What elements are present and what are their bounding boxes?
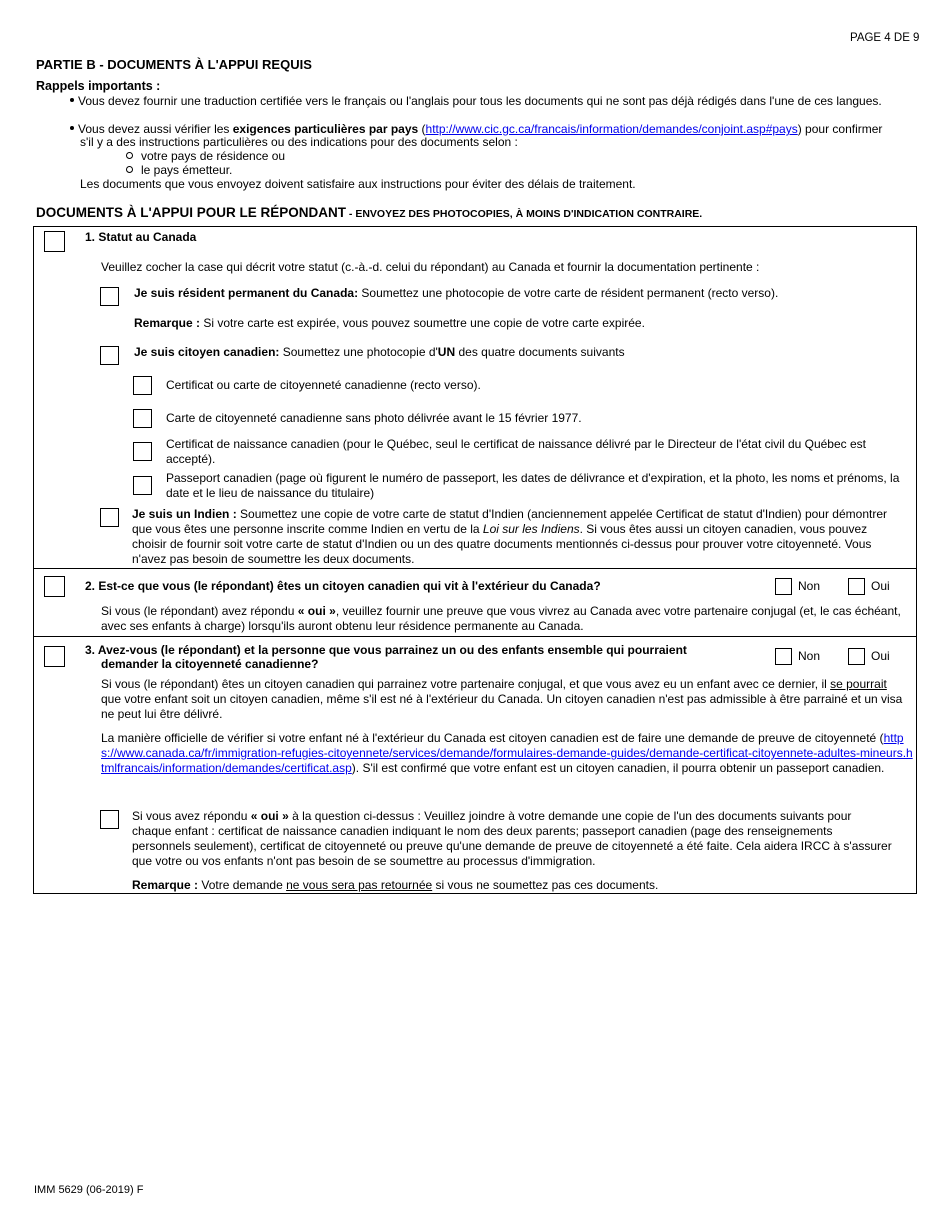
item-3-no-label: Non bbox=[798, 649, 821, 663]
item-3-paragraph-1: Si vous (le répondant) êtes un citoyen canadien qui parrainez votre partenaire conjugal, et que vous avez eu un enfant avec ce dernier, il se pourrait que votre enfant soit un citoyen canadien, même s'il est né à l'extérieur du Canada. Un citoyen canadien n'est pas admissible à être parrainé et un visa ne peut lui être délivré. bbox=[101, 677, 903, 721]
permanent-resident-text: Je suis résident permanent du Canada: Soumettez une photocopie de votre carte de résident permanent (recto verso). bbox=[134, 286, 779, 300]
reminders-closing: Les documents que vous envoyez doivent satisfaire aux instructions pour éviter des délais de traitement. bbox=[80, 177, 636, 191]
reminder-sub-2: le pays émetteur. bbox=[126, 163, 232, 178]
item-2-title: 2. Est-ce que vous (le répondant) êtes un citoyen canadien qui vit à l'extérieur du Canada? bbox=[85, 579, 601, 593]
reminder-bullet-2-line2: s'il y a des instructions particulières ou des indications pour des documents selon : bbox=[80, 135, 518, 149]
bullet-icon bbox=[70, 126, 74, 130]
item-2-text: Si vous (le répondant) avez répondu « oui », veuillez fournir une preuve que vous vivrez au Canada avec votre partenaire conjugal (et, le cas échéant, avec ses enfants à charge) lorsqu'ils auront obtenu leur résidence permanente au Canada. bbox=[101, 604, 901, 633]
sponsor-heading: DOCUMENTS À L'APPUI POUR LE RÉPONDANT - ENVOYEZ DES PHOTOCOPIES, À MOINS D'INDICATION CONTRAIRE. bbox=[36, 205, 703, 220]
item-3-yes-label: Oui bbox=[871, 649, 890, 663]
item-3-note: Remarque : Votre demande ne vous sera pas retournée si vous ne soumettez pas ces documents. bbox=[132, 878, 659, 892]
table-border-bottom bbox=[33, 893, 917, 894]
item-3-paragraph-2: La manière officielle de vérifier si votre enfant né à l'extérieur du Canada est citoyen canadien est de faire une demande de preuve de citoyenneté (https://www.canada.ca/fr/immigration-refugies-citoyennete/services/demande/formulaires-demande-guides/demande-certificat-citoyennete-adultes-mineurs.htmlfrancais/information/demandes/certificat.asp). S'il est confirmé que votre enfant est un citoyen canadien, il pourra obtenir un passeport canadien. bbox=[101, 731, 913, 775]
reminder-bullet-1: Vous devez fournir une traduction certifiée vers le français ou l'anglais pour tous les documents qui ne sont pas déjà rédigés dans l'une de ces langues. bbox=[70, 94, 930, 109]
reminder-sub-1: votre pays de résidence ou bbox=[126, 149, 285, 164]
child-documents-checkbox[interactable] bbox=[100, 810, 119, 829]
item-3-yes-checkbox[interactable] bbox=[848, 648, 865, 665]
form-number: IMM 5629 (06-2019) F bbox=[34, 1184, 144, 1196]
birth-certificate-text: Certificat de naissance canadien (pour le Québec, seul le certificat de naissance délivré par le Directeur de l'état civil du Québec est accepté). bbox=[166, 437, 866, 466]
citizenship-card-no-photo-checkbox[interactable] bbox=[133, 409, 152, 428]
item-2-no-checkbox[interactable] bbox=[775, 578, 792, 595]
section-title: PARTIE B - DOCUMENTS À L'APPUI REQUIS bbox=[36, 57, 312, 72]
item-2-no-label: Non bbox=[798, 579, 821, 593]
canadian-citizen-text: Je suis citoyen canadien: Soumettez une photocopie d'UN des quatre documents suivants bbox=[134, 345, 625, 359]
permanent-resident-note: Remarque : Si votre carte est expirée, vous pouvez soumettre une copie de votre carte expirée. bbox=[134, 316, 645, 330]
indian-status-text: Je suis un Indien : Soumettez une copie de votre carte de statut d'Indien (anciennement appelée Certificat de statut d'Indien) pour démontrer que vous êtes une personne inscrite comme Indien en vertu de la Loi sur les Indiens. Si vous êtes aussi un citoyen canadien, vous pouvez choisir de fournir soit votre carte de statut d'Indien ou un des quatre documents mentionnés ci-dessus pour prouver votre citoyenneté. Vous n'avez pas besoin de soumettre les deux documents. bbox=[132, 507, 887, 566]
canadian-passport-text: Passeport canadien (page où figurent le numéro de passeport, les dates de délivrance et d'expiration, et la photo, les noms et prénoms, la date et le lieu de naissance du titulaire) bbox=[166, 471, 900, 500]
child-documents-text: Si vous avez répondu « oui » à la question ci-dessus : Veuillez joindre à votre demande une copie de l'un des documents suivants pour chaque enfant : certificat de naissance canadien indiquant le nom des deux parents; passeport canadien (page des renseignements personnels seulement), certificat de citoyenneté ou preuve qu'une demande de preuve de citoyenneté a été faite. Cela aidera IRCC à s'assurer que votre ou vos enfants n'ont pas besoin de se soumettre au processus d'immigration. bbox=[132, 809, 892, 868]
item-3-no-checkbox[interactable] bbox=[775, 648, 792, 665]
citizenship-card-no-photo-text: Carte de citoyenneté canadienne sans photo délivrée avant le 15 février 1977. bbox=[166, 411, 582, 425]
item-1-intro: Veuillez cocher la case qui décrit votre statut (c.-à.-d. celui du répondant) au Canada et fournir la documentation pertinente : bbox=[101, 260, 760, 274]
item-1-title: 1. Statut au Canada bbox=[85, 230, 197, 244]
canadian-citizen-checkbox[interactable] bbox=[100, 346, 119, 365]
table-divider-2 bbox=[33, 568, 917, 569]
birth-certificate-checkbox[interactable] bbox=[133, 442, 152, 461]
citizenship-proof-link[interactable]: https://www.canada.ca/fr/immigration-refugies-citoyennete/services/demande/formulaires-demande-guides/demande-certificat-citoyennete-adultes-mineurs.htmlfrancais/information/demandes/certificat.asp bbox=[101, 731, 913, 775]
item-2-checkbox[interactable] bbox=[44, 576, 65, 597]
table-border-top bbox=[33, 226, 917, 227]
item-1-checkbox[interactable] bbox=[44, 231, 65, 252]
table-border-left bbox=[33, 226, 34, 894]
country-requirements-link[interactable]: http://www.cic.gc.ca/francais/information/demandes/conjoint.asp#pays bbox=[425, 122, 798, 136]
canadian-passport-checkbox[interactable] bbox=[133, 476, 152, 495]
reminder-bullet-2: Vous devez aussi vérifier les exigences particulières par pays (http://www.cic.gc.ca/francais/information/demandes/conjoint.asp#pays) pour confirmer bbox=[70, 122, 930, 137]
citizenship-certificate-checkbox[interactable] bbox=[133, 376, 152, 395]
permanent-resident-checkbox[interactable] bbox=[100, 287, 119, 306]
item-3-title-line1: 3. Avez-vous (le répondant) et la personne que vous parrainez un ou des enfants ensemble qui pourraient bbox=[85, 643, 687, 657]
reminders-title: Rappels importants : bbox=[36, 79, 161, 93]
bullet-icon bbox=[70, 98, 74, 102]
item-3-title-line2: demander la citoyenneté canadienne? bbox=[101, 657, 319, 671]
page-number: PAGE 4 DE 9 bbox=[850, 32, 920, 44]
table-divider-3 bbox=[33, 636, 917, 637]
citizenship-certificate-text: Certificat ou carte de citoyenneté canadienne (recto verso). bbox=[166, 378, 481, 392]
circle-bullet-icon bbox=[126, 166, 133, 173]
item-2-yes-label: Oui bbox=[871, 579, 890, 593]
table-border-right bbox=[916, 226, 917, 894]
item-3-checkbox[interactable] bbox=[44, 646, 65, 667]
indian-status-checkbox[interactable] bbox=[100, 508, 119, 527]
item-2-yes-checkbox[interactable] bbox=[848, 578, 865, 595]
circle-bullet-icon bbox=[126, 152, 133, 159]
